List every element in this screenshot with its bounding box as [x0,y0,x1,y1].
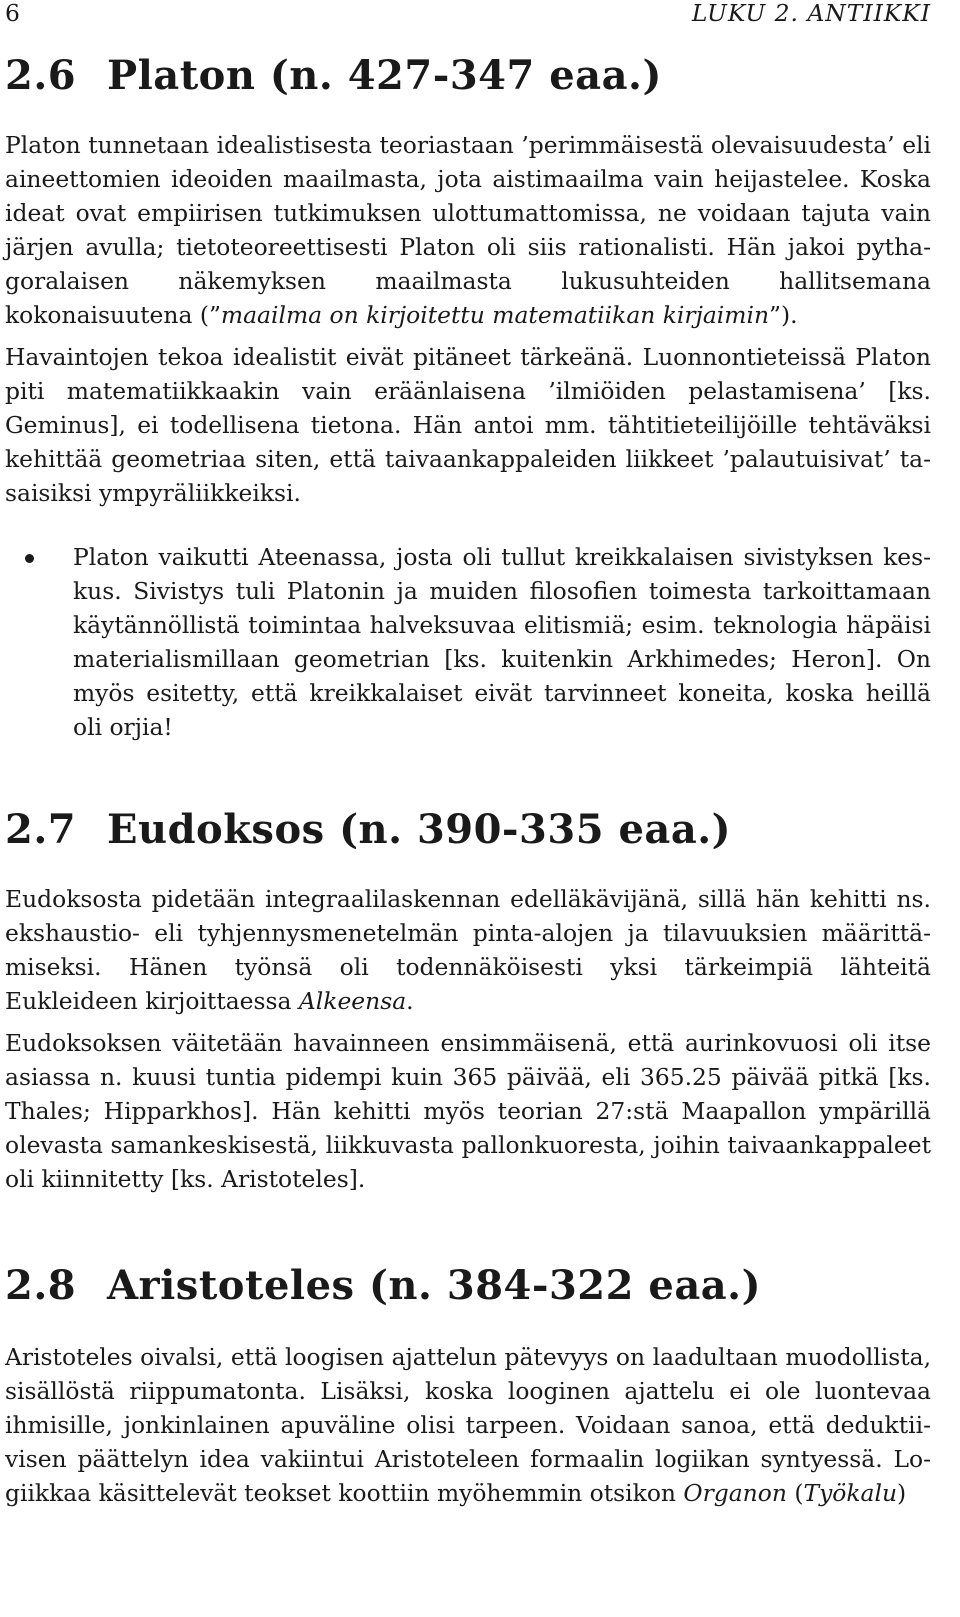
book-title: Työkalu [803,1479,898,1507]
section-title: Aristoteles (n. 384-322 eaa.) [107,1262,762,1309]
book-title: Organon [683,1479,787,1507]
chapter-title: LUKU 2. ANTIIKKI [691,0,931,27]
quote-text: maailma on kirjoitettu matematiikan kirjaimin [220,301,770,329]
paragraph: Eudoksoksen väitetään havainneen ensimmäisenä, että aurinkovuosi oli itse asiassa n. kuusi tuntia pidempi kuin 365 päivää, eli 365.25 päivää pitkä [ks. Thales; Hipparkhos]. Hän kehitti myös teorian 27:stä Maapallon ympärillä olevasta samankeskisestä, liikkuvasta pallonkuoresta, joihin taivaankappaleet oli kiinnitetty [ks. Aristoteles]. [5,1029,931,1193]
section-eudoksos [5,806,931,1196]
book-title: Alkeensa [298,987,407,1015]
paragraph-text: Platon tunnetaan idealistisesta teoriastaan ’perimmäisestä olevaisuudesta’ eli aineettomien ideoiden maailmasta, jota aistimaailma vain heijastelee. Koska ideat ovat empiirisen tutkimuksen ulottumattomissa, ne voidaan tajuta vain järjen avulla; tietoteoreettisesti Platon oli siis rationalisti. Hän jakoi pythagoralaisen näkemyksen maailmasta lukusuhteiden hallitsemana kokonaisuutena (” [5,131,931,329]
paragraph-text-end: . [406,987,414,1015]
section-number: 2.6 [5,52,77,99]
paragraph-text: Aristoteles oivalsi, että loogisen ajattelun pätevyys on laadultaan muodollista, sisällöstä riippumatonta. Lisäksi, koska looginen ajattelu ei ole luontevaa ihmisille, jonkinlainen apuväline olisi tarpeen. Voidaan sanoa, että deduktiivisen päättelyn idea vakiintui Aristoteleen formaalin logiikan syntyessä. Logiikkaa käsittelevät teokset koottiin myöhemmin otsikon [5,1343,931,1507]
section-heading [5,52,931,100]
section-number: 2.8 [5,1262,77,1309]
paragraph-text-end: ) [897,1479,907,1507]
page-number: 6 [5,0,20,27]
list-item-text: Platon vaikutti Ateenassa, josta oli tullut kreikkalaisen sivistyksen keskus. Sivistys tuli Platonin ja muiden filosofien toimesta tarkoittamaan käytännöllistä toimintaa halveksuvaa elitismiä; esim. teknologia häpäisi materialismillaan geometrian [ks. kuitenkin Arkhimedes; Heron]. On myös esitetty, että kreikkalaiset eivät tarvinneet koneita, koska heillä oli orjia! [73,543,931,741]
list-item [5,540,931,744]
paragraph [5,1340,931,1510]
document-page [5,0,931,1510]
paragraph-text-mid: ( [786,1479,804,1507]
section-heading [5,1262,931,1310]
section-title: Platon (n. 427-347 eaa.) [107,52,662,99]
paragraph [5,882,931,1018]
paragraph-text-end: ”). [769,301,798,329]
section-number: 2.7 [5,806,77,853]
section-aristoteles [5,1262,931,1510]
section-heading [5,806,931,854]
section-platon [5,52,931,744]
section-title: Eudoksos (n. 390-335 eaa.) [107,806,732,853]
bullet-icon [25,554,34,563]
paragraph: Havaintojen tekoa idealistit eivät pitäneet tärkeänä. Luonnontieteissä Platon piti matematiikkaakin vain eräänlaisena ’ilmiöiden pelastamisena’ [ks. Geminus], ei todellisena tietona. Hän antoi mm. tähtitieteilijöille tehtäväksi kehittää geometriaa siten, että taivaankappaleiden liikkeet ’palautuisivat’ tasaisiksi ympyräliikkeiksi. [5,343,931,507]
paragraph-text: Eudoksosta pidetään integraalilaskennan edelläkävijänä, sillä hän kehitti ns. ekshaustio- eli tyhjennysmenetelmän pinta-alojen ja tilavuuksien määrittämiseksi. Hänen työnsä oli todennäköisesti yksi tärkeimpiä lähteitä Eukleideen kirjoittaessa [5,885,931,1015]
bullet-list [5,540,931,744]
paragraph [5,128,931,332]
running-header [5,0,931,30]
